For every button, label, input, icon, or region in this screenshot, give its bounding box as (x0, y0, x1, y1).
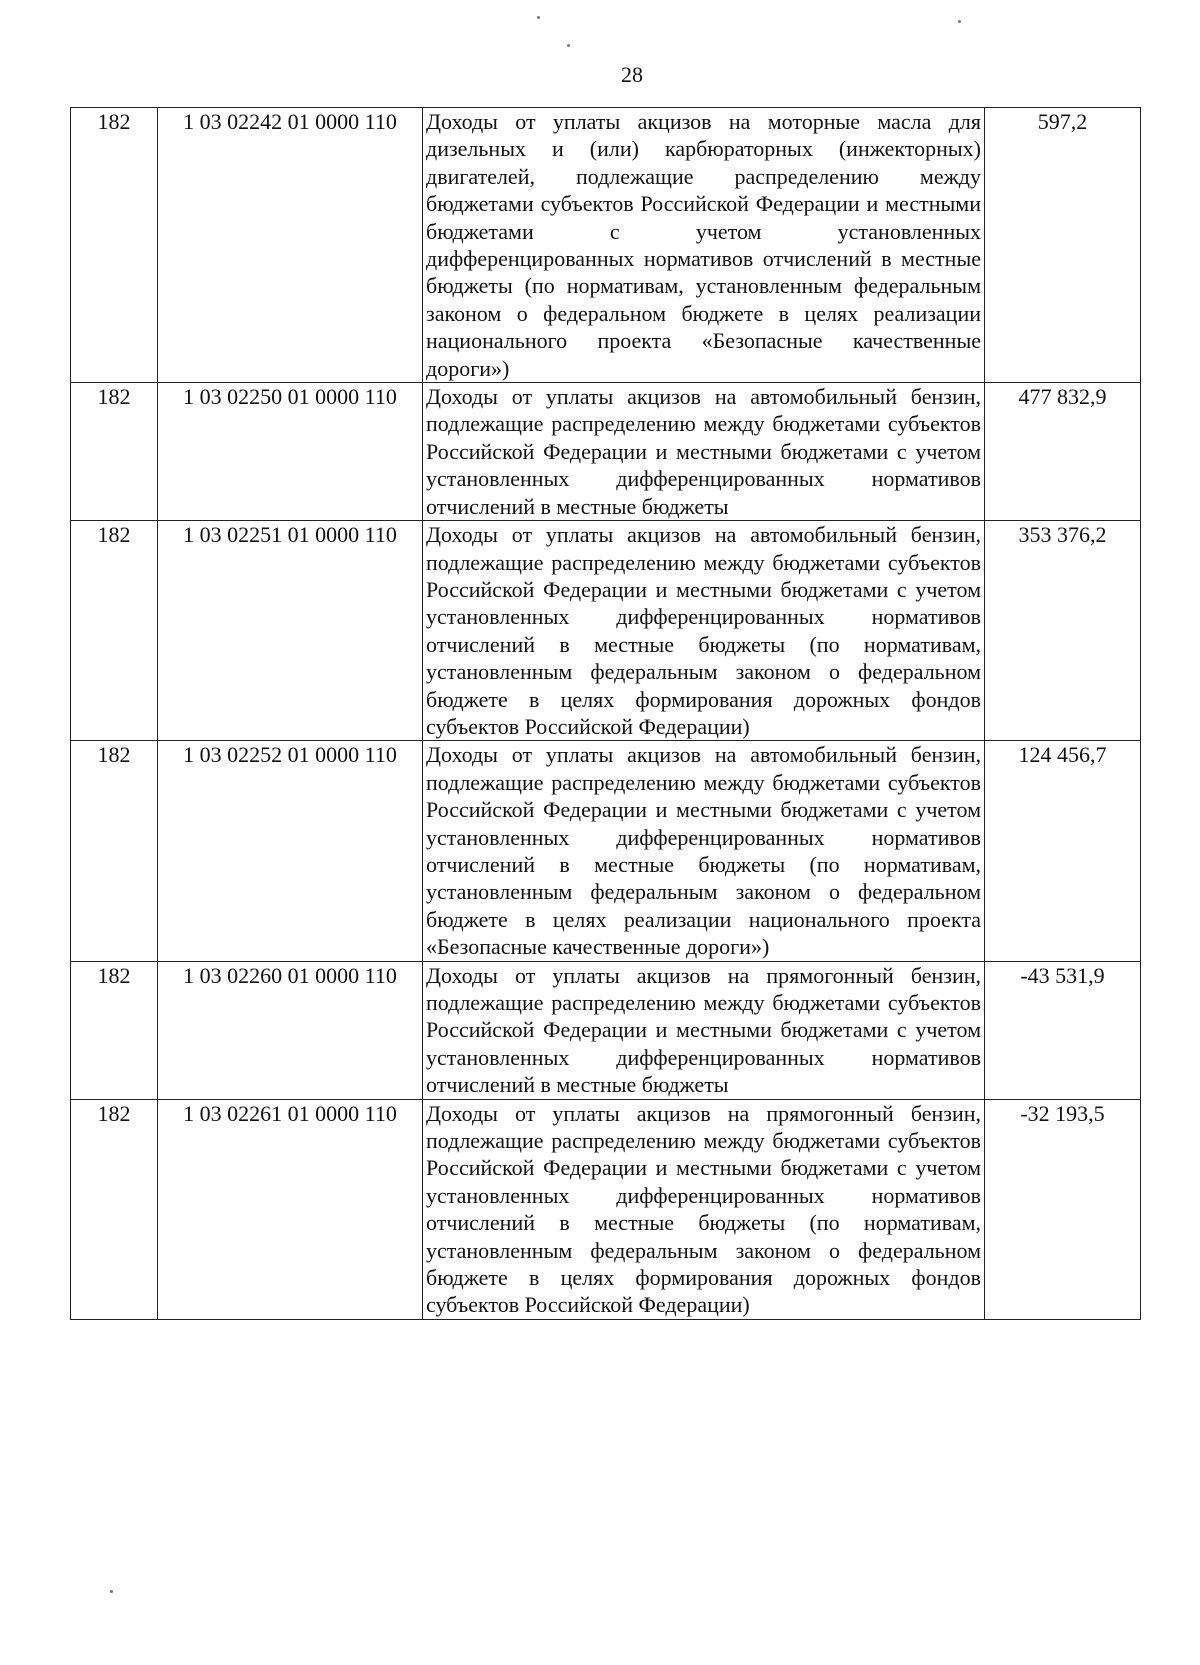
budget-classification-code-cell: 1 03 02242 01 0000 110 (158, 108, 423, 383)
budget-classification-code-cell: 1 03 02250 01 0000 110 (158, 383, 423, 521)
revenue-name-cell: Доходы от уплаты акцизов на автомобильный бензин, подлежащие распределению между бюджетами субъектов Российской Федерации и местными бюджетами с учетом установленных дифференцированных нормативов отчислений в местные бюджеты (по нормативам, установленным федеральным законом о федеральном бюджете в целях формирования дорожных фондов субъектов Российской Федерации) (423, 521, 985, 741)
revenue-name-cell: Доходы от уплаты акцизов на прямогонный бензин, подлежащие распределению между бюджетами субъектов Российской Федерации и местными бюджетами с учетом установленных дифференцированных нормативов отчислений в местные бюджеты (423, 961, 985, 1099)
admin-code-cell: 182 (71, 961, 158, 1099)
revenue-name-cell: Доходы от уплаты акцизов на моторные масла для дизельных и (или) карбюраторных (инжекторных) двигателей, подлежащие распределению между бюджетами субъектов Российской Федерации и местными бюджетами с учетом установленных дифференцированных нормативов отчислений в местные бюджеты (по нормативам, установленным федеральным законом о федеральном бюджете в целях реализации национального проекта «Безопасные качественные дороги») (423, 108, 985, 383)
admin-code-cell: 182 (71, 1099, 158, 1319)
revenue-name-cell: Доходы от уплаты акцизов на прямогонный бензин, подлежащие распределению между бюджетами субъектов Российской Федерации и местными бюджетами с учетом установленных дифференцированных нормативов отчислений в местные бюджеты (по нормативам, установленным федеральным законом о федеральном бюджете в целях формирования дорожных фондов субъектов Российской Федерации) (423, 1099, 985, 1319)
admin-code-cell: 182 (71, 383, 158, 521)
page-number: 28 (621, 62, 643, 87)
admin-code-cell: 182 (71, 108, 158, 383)
amount-cell: 477 832,9 (985, 383, 1141, 521)
budget-classification-code-cell: 1 03 02260 01 0000 110 (158, 961, 423, 1099)
budget-revenue-table (70, 107, 1141, 1320)
revenue-name-cell: Доходы от уплаты акцизов на автомобильный бензин, подлежащие распределению между бюджетами субъектов Российской Федерации и местными бюджетами с учетом установленных дифференцированных нормативов отчислений в местные бюджеты (по нормативам, установленным федеральным законом о федеральном бюджете в целях реализации национального проекта «Безопасные качественные дороги») (423, 741, 985, 961)
table-row (71, 1099, 1141, 1319)
table-row (71, 961, 1141, 1099)
amount-cell: 353 376,2 (985, 521, 1141, 741)
table-row (71, 108, 1141, 383)
budget-classification-code-cell: 1 03 02251 01 0000 110 (158, 521, 423, 741)
scan-speck (110, 1590, 113, 1593)
scan-speck (537, 16, 540, 19)
revenue-name-cell: Доходы от уплаты акцизов на автомобильный бензин, подлежащие распределению между бюджетами субъектов Российской Федерации и местными бюджетами с учетом установленных дифференцированных нормативов отчислений в местные бюджеты (423, 383, 985, 521)
table-row (71, 383, 1141, 521)
budget-classification-code-cell: 1 03 02261 01 0000 110 (158, 1099, 423, 1319)
scan-speck (958, 20, 961, 23)
amount-cell: -32 193,5 (985, 1099, 1141, 1319)
amount-cell: 597,2 (985, 108, 1141, 383)
table-row (71, 741, 1141, 961)
budget-classification-code-cell: 1 03 02252 01 0000 110 (158, 741, 423, 961)
admin-code-cell: 182 (71, 521, 158, 741)
admin-code-cell: 182 (71, 741, 158, 961)
amount-cell: 124 456,7 (985, 741, 1141, 961)
amount-cell: -43 531,9 (985, 961, 1141, 1099)
scan-speck (567, 44, 570, 47)
table-row (71, 521, 1141, 741)
